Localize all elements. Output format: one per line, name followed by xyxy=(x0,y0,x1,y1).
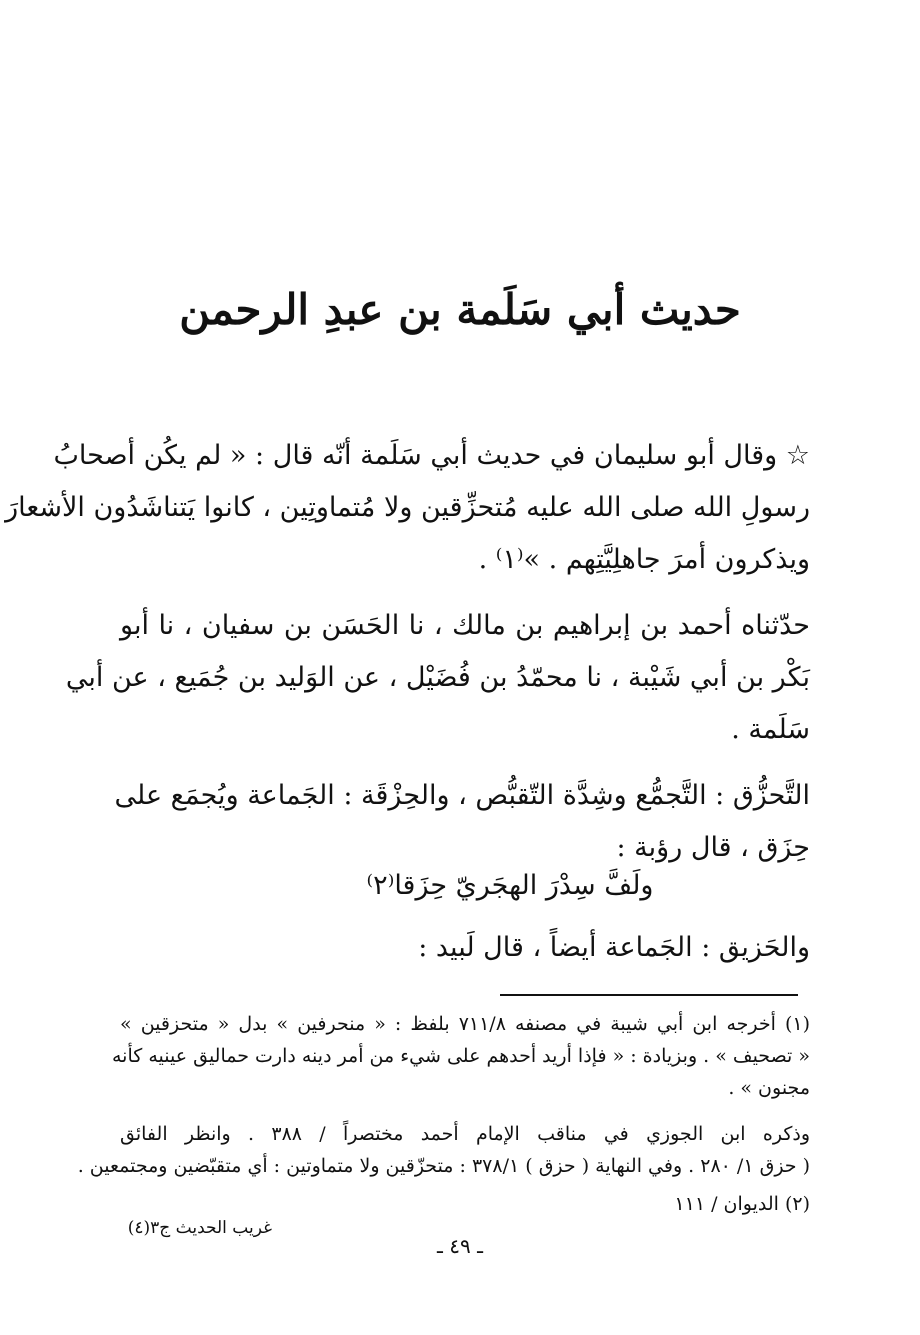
body-line: ☆ وقال أبو سليمان في حديث أبي سَلَمة أنّه قال : « لم يكُن أصحابُ xyxy=(53,440,810,471)
footnote-line: وذكره ابن الجوزي في مناقب الإمام أحمد مختصراً / ٣٨٨ . وانظر الفائق xyxy=(120,1123,811,1145)
body-line: بَكْر بن أبي شَيْبة ، نا محمّدُ بن فُضَيْل ، عن الوَليد بن جُمَيع ، عن أبي xyxy=(65,662,810,693)
footnote-separator xyxy=(500,994,798,996)
body-paragraph-1 xyxy=(5,430,810,586)
body-line: حدّثناه أحمد بن إبراهيم بن مالك ، نا الحَسَن بن سفيان ، نا أبو xyxy=(120,610,810,641)
footnote-line: ( حزق ١/ ٢٨٠ . وفي النهاية ( حزق ) ٣٧٨/١ : متحزّقين ولا متماوتين : أي متقبّضين ومجتمعين . xyxy=(77,1155,810,1177)
footnote-line: (٢) الديوان / ١١١ xyxy=(674,1193,810,1215)
body-paragraph-4 xyxy=(120,922,810,974)
body-line: التَّحزُّق : التَّجمُّع وشِدَّة التّقبُّص ، والحِزْقَة : الجَماعة ويُجمَع على xyxy=(114,780,810,811)
body-line: حِزَق ، قال رؤبة : xyxy=(616,832,810,863)
body-paragraph-3 xyxy=(114,770,810,874)
page-title: حديث أبي سَلَمة بن عبدِ الرحمن xyxy=(179,285,741,334)
poetry-verse: ولَفَّ سِدْرَ الهجَريّ حِزَقا⁽٢⁾ xyxy=(366,870,654,901)
footnote-1 xyxy=(111,1008,810,1104)
running-footer: غريب الحديث ج٣(٤) xyxy=(127,1218,272,1238)
body-line: ويذكرون أمرَ جاهلِيَّتِهم . »⁽١⁾ . xyxy=(478,544,810,575)
body-line: رسولِ الله صلى الله عليه مُتحزِّقين ولا مُتماوتِين ، كانوا يَتناشَدُون الأشعارَ xyxy=(5,492,810,523)
footnote-1-continued xyxy=(77,1118,811,1182)
footnote-line: مجنون » . xyxy=(728,1077,810,1099)
body-line: والحَزيق : الجَماعة أيضاً ، قال لَبيد : xyxy=(418,932,810,963)
footnote-line: (١) أخرجه ابن أبي شيبة في مصنفه ٧١١/٨ بلفظ : « منحرفين » بدل « متحزقين » xyxy=(120,1013,810,1035)
body-line: سَلَمة . xyxy=(731,714,810,745)
body-paragraph-2 xyxy=(65,600,810,756)
footnote-line: « تصحيف » . وبزيادة : « فإذا أريد أحدهم على شيء من أمر دينه دارت حماليق عينيه كأنه xyxy=(111,1045,810,1067)
page-number: ـ ٤٩ ـ xyxy=(437,1234,483,1258)
